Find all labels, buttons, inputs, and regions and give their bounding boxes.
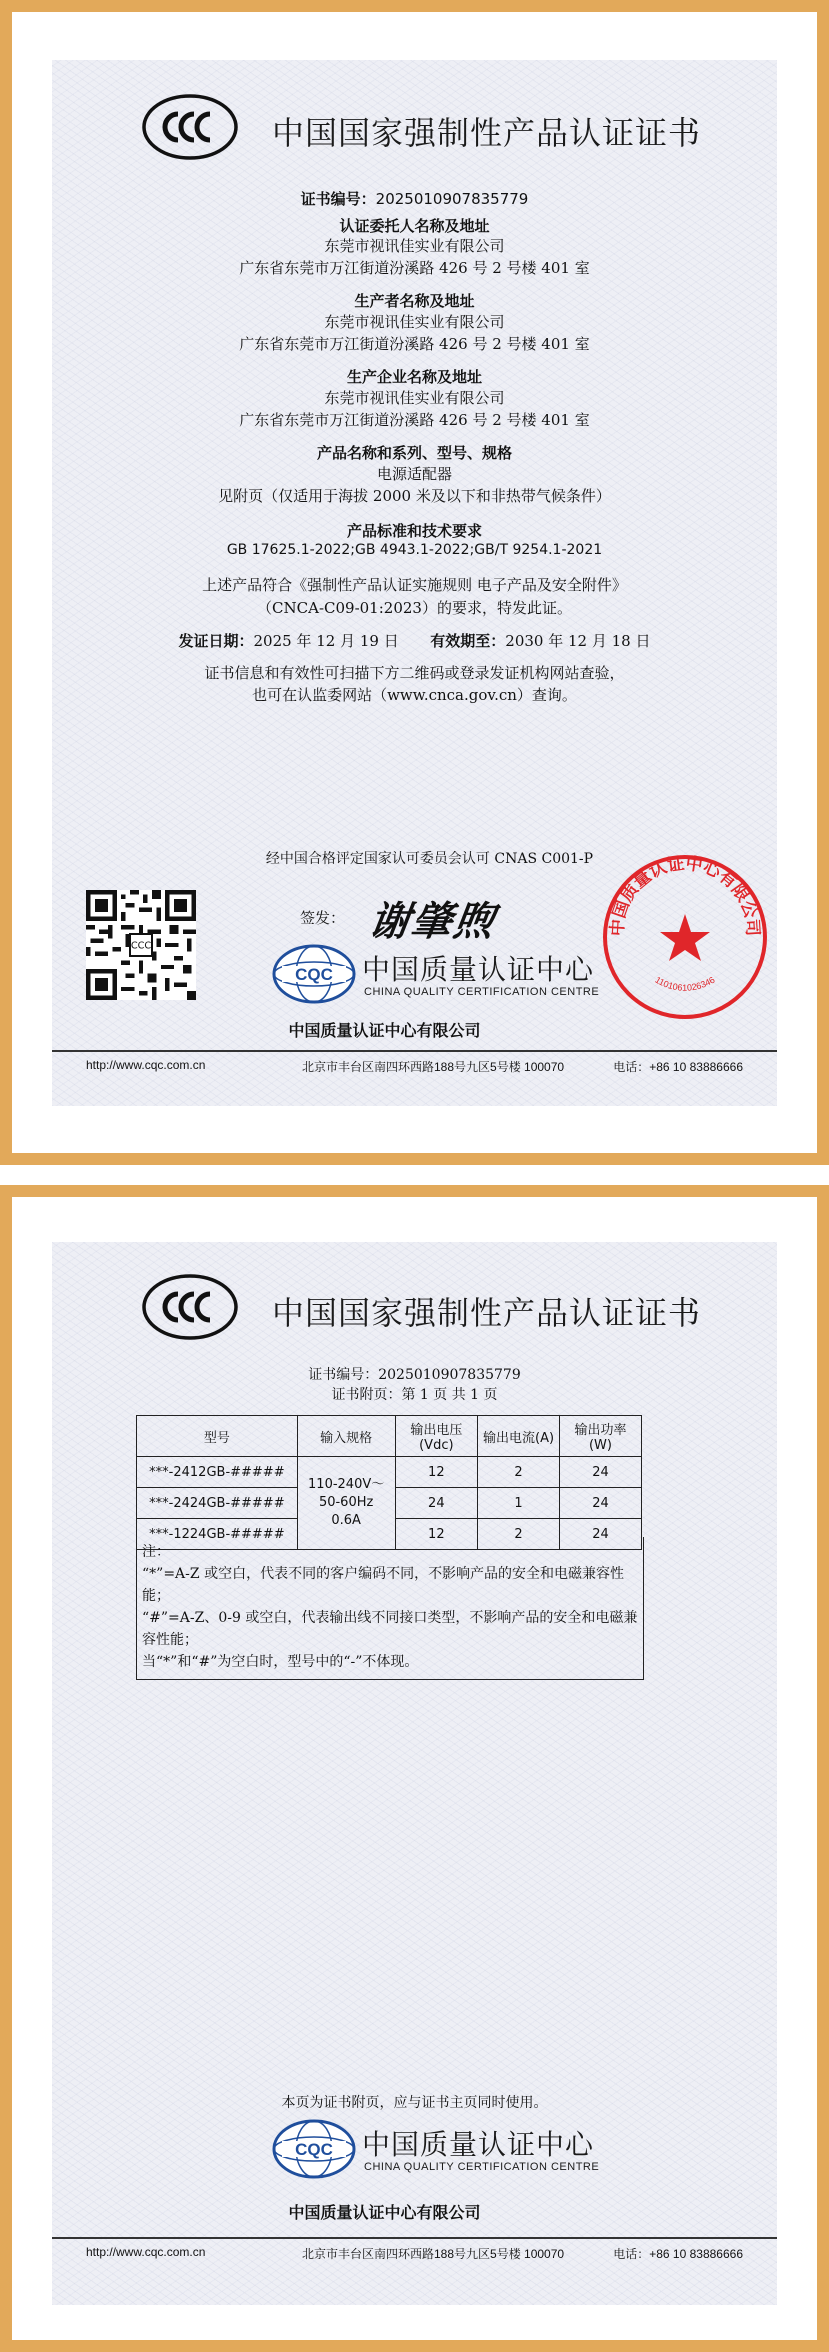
- product-note: 见附页（仅适用于海拔 2000 米及以下和非热带气候条件）: [218, 487, 611, 505]
- manufacturer-address: 广东省东莞市万江街道汾溪路 426 号 2 号楼 401 室: [239, 335, 590, 353]
- cert-number-label: 证书编号：: [300, 190, 376, 208]
- footer-address: 北京市丰台区南四环西路188号九区5号楼 100070: [302, 2247, 565, 2261]
- certificate-title: 中国国家强制性产品认证证书: [272, 1294, 702, 1332]
- model-cell: ***-1224GB-#####: [137, 1519, 298, 1550]
- issue-date-label: 发证日期：: [178, 632, 254, 650]
- cert-number-line: [52, 188, 777, 209]
- expiry-date: 2030 年 12 月 18 日: [505, 632, 651, 650]
- cert-number-line: 证书编号：2025010907835779: [308, 1367, 521, 1383]
- header-input: 输入规格: [297, 1416, 395, 1457]
- footer-phone: 电话：+86 10 83886666: [613, 1060, 743, 1074]
- annex-page-line: 证书附页：第 1 页 共 1 页: [331, 1387, 498, 1403]
- seal-arc-text: 中国质量认证中心有限公司: [607, 853, 763, 937]
- voltage-cell: 12: [395, 1457, 478, 1488]
- product-heading: 产品名称和系列、型号、规格: [316, 444, 512, 462]
- notes-heading: 注：: [142, 1544, 170, 1560]
- input-current: 0.6A: [331, 1513, 361, 1528]
- current-cell: 1: [478, 1488, 560, 1519]
- power-cell: 24: [559, 1519, 641, 1550]
- footer-phone: 电话：+86 10 83886666: [613, 2247, 743, 2261]
- expiry-date-label: 有效期至：: [430, 632, 506, 650]
- org-name-page2: 中国质量认证中心有限公司: [288, 2203, 481, 2222]
- header-current: 输出电流(A): [478, 1416, 560, 1457]
- cqc-letters: CQC: [295, 965, 333, 984]
- footer-website-link[interactable]: http://www.cqc.com.cn: [86, 2245, 206, 2259]
- cqc-english-name: CHINA QUALITY CERTIFICATION CENTRE: [364, 986, 600, 998]
- verify-line-1: 证书信息和有效性可扫描下方二维码或登录发证机构网站查验，: [204, 664, 625, 682]
- qr-code-icon: [86, 890, 196, 1000]
- model-cell: ***-2412GB-#####: [137, 1457, 298, 1488]
- voltage-cell: 12: [395, 1519, 478, 1550]
- conformity-line-2: （CNCA-C09-01:2023）的要求，特发此证。: [257, 599, 572, 617]
- table-header-row: [137, 1416, 642, 1457]
- note-star: “*”=A-Z 或空白，代表不同的客户编码不同，不影响产品的安全和电磁兼容性能；: [142, 1566, 625, 1604]
- applicant-address: 广东省东莞市万江街道汾溪路 426 号 2 号楼 401 室: [239, 259, 590, 277]
- factory-name: 东莞市视讯佳实业有限公司: [324, 389, 505, 407]
- frame-inner: [12, 1197, 817, 2340]
- product-name: 电源适配器: [376, 465, 452, 483]
- ccc-logo-icon: [142, 94, 238, 160]
- table-row: [137, 1457, 642, 1488]
- current-cell: 2: [478, 1457, 560, 1488]
- note-blank: 当“*”和“#”为空白时，型号中的“-”不体现。: [142, 1654, 419, 1670]
- applicant-heading: 认证委托人名称及地址: [339, 217, 490, 235]
- footer-page1: [52, 1050, 777, 1082]
- cqc-english-name: CHINA QUALITY CERTIFICATION CENTRE: [364, 2161, 600, 2173]
- standards-list: GB 17625.1-2022;GB 4943.1-2022;GB/T 9254.1-2021: [226, 542, 603, 558]
- input-spec-cell: [297, 1457, 395, 1550]
- conformity-line-1: 上述产品符合《强制性产品认证实施规则 电子产品及安全附件》: [202, 576, 627, 594]
- sign-label: 签发：: [300, 909, 346, 927]
- factory-heading: 生产企业名称及地址: [346, 368, 482, 386]
- note-hash: “#”=A-Z、0-9 或空白，代表输出线不同接口类型，不影响产品的安全和电磁兼容性能；: [142, 1610, 638, 1648]
- certificate-title: 中国国家强制性产品认证证书: [272, 114, 702, 152]
- issue-date: 2025 年 12 月 19 日: [253, 632, 399, 650]
- accreditation-line: 经中国合格评定国家认可委员会认可 CNAS C001-P: [265, 851, 594, 867]
- certificate-paper-page2: [52, 1242, 777, 2305]
- certificate-frame-page2: [0, 1185, 829, 2352]
- input-voltage: 110-240V～: [308, 1477, 385, 1492]
- applicant-name: 东莞市视讯佳实业有限公司: [324, 237, 505, 255]
- cqc-globe-icon: [272, 944, 356, 1004]
- cqc-logo: [272, 944, 600, 1008]
- table-notes: [136, 1537, 644, 1680]
- qr-center-logo: CCC: [130, 940, 152, 952]
- cqc-logo: [272, 2119, 600, 2183]
- header-voltage: 输出电压(Vdc): [395, 1416, 478, 1457]
- manufacturer-heading: 生产者名称及地址: [354, 292, 475, 310]
- header-power: 输出功率(W): [559, 1416, 641, 1457]
- seal-number: 1101061026346: [653, 974, 717, 993]
- cqc-globe-icon: [272, 2119, 356, 2179]
- footer-website-link[interactable]: http://www.cqc.com.cn: [86, 1058, 206, 1072]
- power-cell: 24: [559, 1488, 641, 1519]
- model-spec-table: [136, 1415, 642, 1550]
- signature: 谢肇煦: [366, 898, 499, 945]
- factory-address: 广东省东莞市万江街道汾溪路 426 号 2 号楼 401 室: [239, 411, 590, 429]
- org-name-page1: 中国质量认证中心有限公司: [288, 1021, 481, 1040]
- current-cell: 2: [478, 1519, 560, 1550]
- footer-page2: [52, 2237, 777, 2269]
- certificate-paper-page1: [52, 60, 777, 1106]
- frame-inner: [12, 12, 817, 1153]
- cqc-chinese-name: 中国质量认证中心: [362, 2128, 595, 2161]
- cqc-chinese-name: 中国质量认证中心: [362, 953, 595, 986]
- footer-address: 北京市丰台区南四环西路188号九区5号楼 100070: [302, 1060, 565, 1074]
- annex-note: 本页为证书附页，应与证书主页同时使用。: [281, 2095, 548, 2111]
- certificate-frame-page1: [0, 0, 829, 1165]
- ccc-logo-icon: [142, 1274, 238, 1340]
- cert-number: 2025010907835779: [375, 190, 529, 208]
- certificate-header: [52, 1260, 777, 1350]
- model-cell: ***-2424GB-#####: [137, 1488, 298, 1519]
- cqc-letters: CQC: [295, 2140, 333, 2159]
- manufacturer-name: 东莞市视讯佳实业有限公司: [324, 313, 505, 331]
- input-frequency: 50-60Hz: [318, 1495, 374, 1510]
- power-cell: 24: [559, 1457, 641, 1488]
- validity-line: [52, 630, 777, 651]
- certificate-header: [52, 80, 777, 170]
- standard-heading: 产品标准和技术要求: [346, 522, 482, 540]
- header-model: 型号: [137, 1416, 298, 1457]
- verify-line-2: 也可在认监委网站（www.cnca.gov.cn）查询。: [252, 686, 577, 704]
- voltage-cell: 24: [395, 1488, 478, 1519]
- official-seal-icon: [600, 852, 770, 1022]
